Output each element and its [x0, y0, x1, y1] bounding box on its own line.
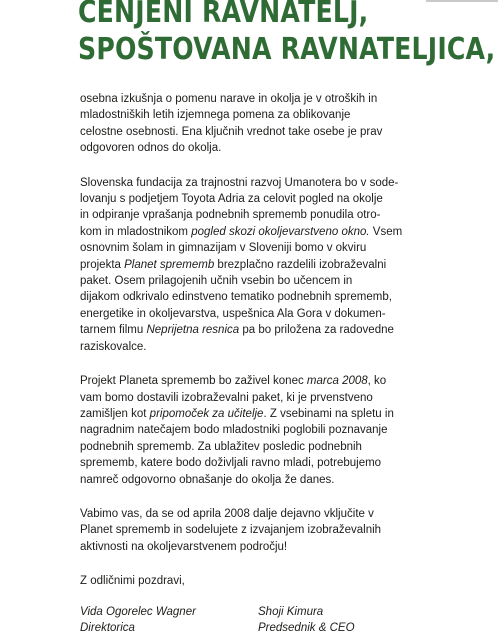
text-line: in odpiranje vprašanja podnebnih sprememb ponudila otro-: [80, 209, 381, 222]
signature-left: [80, 604, 196, 637]
emphasis-text: pogled skozi okoljevarstveno okno.: [191, 225, 370, 238]
text-line: paket. Osem prilagojenih učnih vsebin bo učencem in: [80, 275, 353, 288]
text-line: Slovenska fundacija za trajnostni razvoj Umanotera bo v sode-: [80, 176, 399, 189]
text-line: Planet sprememb in sodelujete z izvajanjem izobraževalnih: [80, 524, 382, 537]
signatory-name: Vida Ogorelec Wagner: [80, 605, 196, 618]
text-run: pa bo priložena za radovedne: [239, 324, 394, 337]
text-run: projekta: [80, 258, 125, 271]
heading-line-1: CENJENI RAVNATELJ,: [78, 0, 369, 30]
text-line: sprememb, katere bodo doživljali ravno mladi, potrebujemo: [80, 457, 382, 470]
text-run: kom in mladostnikom: [80, 225, 192, 238]
letter-body: [80, 91, 420, 644]
text-line: lovanju s podjetjem Toyota Adria za celovit pogled na okolje: [80, 193, 383, 206]
text-line: nagradnim natečajem bodo mladostniki poglobili poznavanje: [80, 424, 388, 437]
emphasis-text: pripomoček za učitelje: [149, 407, 264, 420]
text-line: osnovnim šolam in gimnazijam v Sloveniji bomo v okviru: [80, 242, 367, 255]
text-run: tarnem filmu: [80, 324, 147, 337]
signatory-title: Predsednik & CEO: [258, 621, 355, 634]
text-line: namreč odgovorno obnašanje do okolja že danes.: [80, 473, 335, 486]
text-line: mladostniških letih izjemnega pomena za oblikovanje: [80, 109, 351, 122]
paragraph-2: [80, 175, 420, 355]
corner-divider: [426, 0, 498, 2]
text-line: [80, 224, 420, 240]
text-line: aktivnosti na okoljevarstvenem področju!: [80, 540, 288, 553]
closing-greeting: Z odličnimi pozdravi,: [80, 575, 185, 588]
paragraph-1: [80, 91, 420, 157]
signature-right: [258, 604, 355, 637]
text-line: [80, 406, 420, 422]
text-run: zamišljen kot: [80, 407, 150, 420]
signature-block: [80, 604, 420, 644]
letter-heading: [78, 0, 496, 68]
text-line: energetike in okoljevarstva, uspešnica Ala Gora v dokumen-: [80, 307, 386, 320]
paragraph-3: [80, 373, 420, 488]
emphasis-text: Neprijetna resnica: [146, 324, 240, 337]
text-run: . Z vsebinami na spletu in: [263, 407, 394, 420]
signatory-title: Direktorica: [80, 621, 135, 634]
signatory-name: Shoji Kimura: [258, 605, 324, 618]
text-line: raziskovalce.: [80, 340, 147, 353]
text-line: [80, 322, 420, 338]
text-line: vam bomo dostavili izobraževalni paket, ki je prvenstveno: [80, 391, 373, 404]
text-line: celostne osebnosti. Ena ključnih vrednot take osebe je prav: [80, 125, 383, 138]
emphasis-text: Planet sprememb: [124, 258, 215, 271]
paragraph-4: [80, 506, 420, 555]
text-run: Vsem: [369, 225, 403, 238]
text-line: dijakom odkrivalo edinstveno tematiko podnebnih sprememb,: [80, 291, 392, 304]
text-run: brezplačno razdelili izobraževalni: [214, 258, 387, 271]
text-run: , ko: [367, 375, 387, 388]
text-line: [80, 373, 420, 389]
heading-line-2: SPOŠTOVANA RAVNATELJICA,: [78, 32, 496, 67]
text-line: podnebnih sprememb. Za ublažitev posledic podnebnih: [80, 440, 362, 453]
emphasis-text: marca 2008: [306, 375, 368, 388]
text-line: Vabimo vas, da se od aprila 2008 dalje dejavno vključite v: [80, 507, 374, 520]
text-run: Projekt Planeta sprememb bo zaživel konec: [80, 375, 307, 388]
text-line: [80, 257, 420, 273]
text-line: odgovoren odnos do okolja.: [80, 142, 222, 155]
text-line: osebna izkušnja o pomenu narave in okolja je v otroških in: [80, 93, 378, 105]
